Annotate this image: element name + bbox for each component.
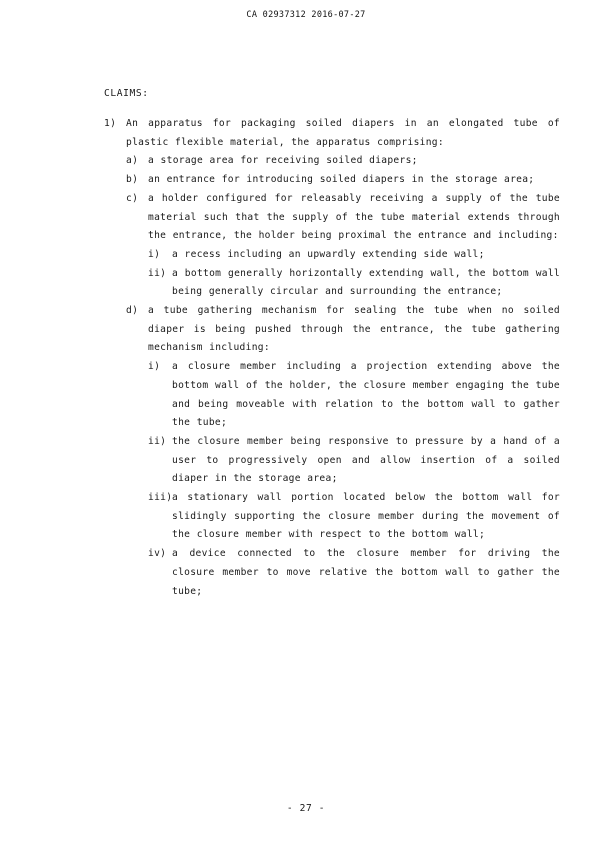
claim-marker: ii): [148, 267, 167, 279]
claim-item: [104, 115, 560, 152]
claim-text: a stationary wall portion located below the bottom wall for slidingly supporting the closure member during the movement of the closure member with respect to the bottom wall;: [172, 492, 560, 541]
claim-text: a holder configured for releasably receiving a supply of the tube material such that the supply of the tube material extends through the entrance, the holder being proximal the entrance and including:: [148, 192, 560, 242]
claim-text: the closure member being responsive to pressure by a hand of a user to progressively open and allow insertion of a soiled diaper in the storage area;: [172, 435, 560, 485]
claim-marker: i): [148, 361, 161, 373]
claim-marker: b): [126, 174, 139, 186]
claim-text: a closure member including a projection extending above the bottom wall of the holder, the closure member engaging the tube and being moveable with relation to the bottom wall to gather the tube;: [172, 361, 560, 429]
claims-body: [104, 88, 560, 601]
claim-text: an entrance for introducing soiled diapers in the storage area;: [148, 174, 535, 186]
claim-item: [126, 190, 560, 246]
claims-list: [104, 115, 560, 601]
claim-item: [148, 246, 560, 265]
claim-marker: iii): [148, 492, 173, 504]
claim-item: [148, 433, 560, 489]
claim-marker: a): [126, 155, 139, 167]
claim-item: [126, 302, 560, 358]
claim-marker: 1): [104, 118, 117, 129]
claim-text: a storage area for receiving soiled diapers;: [148, 155, 418, 167]
claim-text: a recess including an upwardly extending side wall;: [172, 248, 485, 260]
claim-item: [148, 489, 560, 545]
page-header: CA 02937312 2016-07-27: [246, 10, 366, 20]
claim-item: [148, 265, 560, 302]
claim-item: [148, 545, 560, 601]
claim-marker: i): [148, 248, 161, 260]
claim-item: [126, 152, 560, 171]
claims-heading: CLAIMS:: [104, 88, 149, 99]
claim-marker: d): [126, 305, 139, 317]
page-footer: - 27 -: [286, 803, 326, 814]
claim-marker: c): [126, 192, 139, 204]
claim-text: a bottom generally horizontally extending wall, the bottom wall being generally circular and surrounding the entrance;: [172, 267, 560, 298]
claim-text: An apparatus for packaging soiled diapers in an elongated tube of plastic flexible material, the apparatus comprising:: [126, 118, 560, 148]
claim-marker: ii): [148, 435, 167, 447]
claim-item: [126, 171, 560, 190]
claim-marker: iv): [148, 548, 167, 560]
claim-item: [148, 358, 560, 433]
claim-text: a tube gathering mechanism for sealing the tube when no soiled diaper is being pushed through the entrance, the tube gathering mechanism including:: [148, 305, 560, 354]
claim-text: a device connected to the closure member for driving the closure member to move relative the bottom wall to gather the tube;: [172, 548, 560, 597]
